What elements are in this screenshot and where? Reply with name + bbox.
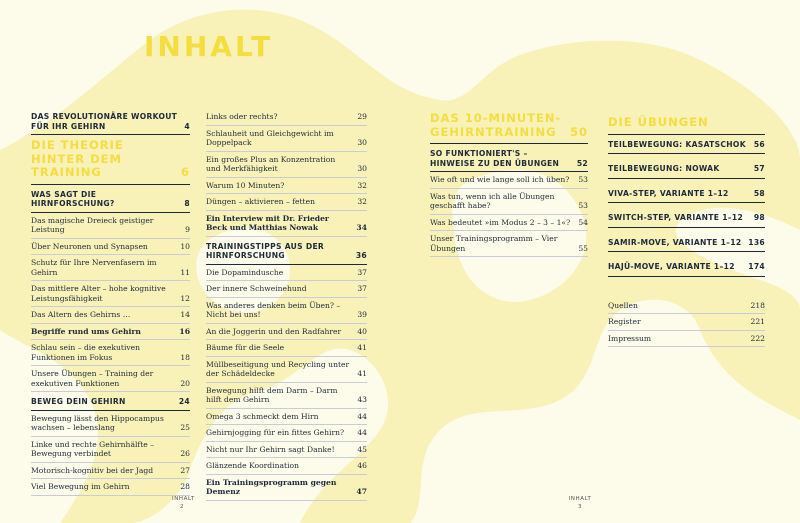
toc-entry-page: 4	[184, 121, 190, 131]
toc-entry-page: 40	[357, 326, 367, 336]
toc-exercise-entry[interactable]	[608, 238, 765, 253]
footer-right	[565, 495, 595, 511]
toc-entry-page: 9	[185, 225, 190, 234]
toc-entry-page: 57	[753, 164, 765, 173]
toc-entry-page: 98	[753, 213, 765, 222]
toc-exercise-entry[interactable]	[608, 262, 765, 277]
toc-entry[interactable]	[430, 192, 588, 215]
toc-entry-title: TRAININGSTIPPS AUS DER HIRNFORSCHUNG	[206, 241, 325, 260]
toc-entry-page: 218	[750, 300, 765, 310]
toc-entry-title: Linke und rechte Gehirnhälfte – Bewegung verbindet	[31, 439, 154, 458]
toc-entry-page: 27	[180, 465, 190, 475]
toc-entry-title: Register	[608, 317, 641, 326]
toc-entry-title: Gehirnjogging für ein fittes Gehirn?	[206, 428, 345, 437]
toc-entry[interactable]	[206, 428, 367, 442]
toc-entry-title: Motorisch-kognitiv bei der Jagd	[31, 465, 154, 475]
toc-entry-title: Links oder rechts?	[206, 112, 278, 121]
toc-entry[interactable]	[206, 386, 367, 409]
toc-appendix-entry[interactable]	[608, 301, 765, 315]
toc-entry-title: Schlau sein – die exekutiven Funktionen im Fokus	[31, 343, 141, 362]
appendix-list	[608, 301, 765, 348]
footer-label: INHALT	[172, 496, 195, 502]
toc-entry-page: 41	[357, 369, 367, 378]
toc-entry-title: Was bedeutet »im Modus 2 – 3 – 1«?	[430, 217, 571, 227]
toc-entry-page: 44	[357, 411, 367, 421]
toc-entry-title: Schlauheit und Gleichgewicht im Doppelpack	[206, 128, 334, 147]
toc-entry-title: Das Altern des Gehirns …	[31, 310, 131, 319]
toc-entry-page: 14	[180, 310, 190, 319]
toc-entry-title: Quellen	[608, 300, 638, 310]
toc-entry-page: 16	[179, 326, 190, 336]
toc-entry-title: BEWEG DEIN GEHIRN	[31, 397, 126, 406]
toc-entry-page: 26	[180, 449, 190, 458]
toc-entry[interactable]	[206, 112, 367, 126]
toc-entry[interactable]	[31, 284, 190, 307]
toc-entry[interactable]	[31, 414, 190, 437]
toc-entry[interactable]	[430, 175, 588, 189]
toc-entry-page: 10	[180, 241, 190, 251]
toc-entry[interactable]	[31, 343, 190, 366]
toc-entry-page: 136	[748, 237, 765, 247]
toc-section-heading[interactable]	[31, 397, 190, 411]
toc-heading-label: DIE ÜBUNGEN	[608, 115, 709, 129]
toc-entry-title: Ein Trainingsprogramm gegen Demenz	[206, 477, 337, 496]
toc-entry-page: 25	[180, 423, 190, 432]
toc-entry-title: Was tun, wenn ich alle Übungen geschafft habe?	[430, 191, 555, 210]
toc-entry-title: DAS 10-MINUTEN-GEHIRNTRAINING	[430, 111, 562, 139]
toc-entry-page: 47	[356, 487, 367, 496]
toc-chapter-heading[interactable]	[31, 139, 190, 185]
toc-entry-page: 39	[357, 310, 367, 319]
toc-section-heading[interactable]	[430, 149, 588, 172]
toc-entry-title: Bewegung lässt den Hippocampus wachsen – lebenslang	[31, 413, 164, 432]
toc-entry-page: 52	[576, 158, 588, 168]
toc-entry[interactable]	[430, 218, 588, 232]
toc-entry[interactable]	[31, 310, 190, 324]
toc-entry-title: Das mittlere Alter – hohe kognitive Leistungsfähigkeit	[31, 284, 166, 303]
toc-entry[interactable]	[206, 445, 367, 459]
toc-entry-page: 20	[180, 378, 190, 388]
footer-page-number: 3	[577, 504, 583, 510]
toc-entry-page: 50	[569, 124, 588, 139]
toc-entry-page: 53	[578, 175, 588, 184]
toc-entry[interactable]	[31, 242, 190, 256]
toc-entry-page: 36	[355, 251, 367, 260]
toc-section-heading[interactable]	[206, 242, 367, 265]
toc-entry[interactable]	[31, 369, 190, 392]
toc-entry-page: 46	[357, 461, 367, 470]
toc-entry-title: TEILBEWEGUNG: NOWAK	[608, 164, 720, 173]
toc-entry-title: SAMIR-MOVE, VARIANTE 1–12	[608, 237, 742, 247]
toc-appendix-entry[interactable]	[608, 334, 765, 348]
toc-entry[interactable]	[31, 440, 190, 463]
toc-entry[interactable]	[206, 412, 367, 426]
toc-exercise-entry[interactable]	[608, 189, 765, 204]
toc-entry-title: Düngen – aktivieren – fetten	[206, 197, 315, 206]
toc-entry-page: 56	[753, 139, 765, 149]
toc-entry-highlight[interactable]	[31, 327, 190, 341]
toc-entry-page: 32	[357, 180, 367, 190]
toc-entry-page: 8	[184, 199, 190, 208]
toc-entry-page: 41	[357, 343, 367, 352]
toc-entry-title: Glänzende Koordination	[206, 461, 299, 470]
toc-entry-page: 18	[180, 352, 190, 362]
toc-entry-title: Wie oft und wie lange soll ich üben?	[430, 175, 570, 184]
toc-entry-page: 28	[180, 482, 190, 491]
toc-entry-page: 30	[357, 138, 367, 147]
toc-entry[interactable]	[31, 482, 190, 496]
toc-entry[interactable]	[206, 360, 367, 383]
toc-exercise-entry[interactable]	[608, 140, 765, 155]
toc-entry-page: 32	[357, 197, 367, 206]
toc-entry-title: SO FUNKTIONIERT'S – HINWEISE ZU DEN ÜBUNGEN	[430, 149, 560, 168]
toc-entry-title: Müllbeseitigung und Recycling unter der Schädeldecke	[206, 359, 350, 378]
toc-entry-page: 44	[357, 428, 367, 437]
toc-entry-title: SWITCH-STEP, VARIANTE 1–12	[608, 213, 744, 222]
toc-chapter-heading[interactable]	[430, 112, 588, 144]
toc-entry-title: Begriffe rund ums Gehirn	[31, 326, 141, 336]
toc-entry-title: TEILBEWEGUNG: KASATSCHOK	[608, 139, 746, 149]
toc-exercise-entry[interactable]	[608, 213, 765, 228]
toc-entry-page: 54	[578, 217, 588, 227]
toc-entry-title: Warum 10 Minuten?	[206, 180, 285, 190]
toc-entry-title: Impressum	[608, 333, 652, 343]
toc-heading-die-uebungen[interactable]	[608, 116, 765, 135]
toc-entry-title: Bäume für die Seele	[206, 343, 285, 352]
toc-entry-title: Über Neuronen und Synapsen	[31, 241, 148, 251]
toc-entry-title: An die Joggerin und den Radfahrer	[206, 326, 342, 336]
toc-entry-page: 30	[357, 164, 367, 173]
toc-entry-page: 58	[753, 188, 765, 198]
toc-entry-title: Unsere Übungen – Training der exekutiven Funktionen	[31, 369, 154, 388]
toc-entry[interactable]	[206, 181, 367, 195]
toc-column-4	[608, 112, 765, 350]
toc-entry[interactable]	[206, 343, 367, 357]
toc-entry-page: 37	[357, 284, 367, 293]
toc-entry-title: DAS REVOLUTIONÄRE WORKOUT FÜR IHR GEHIRN	[31, 112, 178, 131]
toc-entry-page: 222	[750, 333, 765, 343]
toc-entry[interactable]	[206, 155, 367, 178]
footer-label: INHALT	[568, 496, 592, 502]
toc-entry-highlight[interactable]	[206, 478, 367, 501]
page-title: INHALT	[144, 30, 274, 63]
toc-entry-page: 12	[180, 293, 190, 303]
toc-entry[interactable]	[206, 268, 367, 282]
toc-column-3	[430, 112, 588, 260]
toc-entry-page: 43	[357, 395, 367, 404]
toc-column-2	[206, 112, 367, 504]
toc-entry-title: Unser Trainingsprogramm – Vier Übungen	[430, 234, 558, 253]
toc-entry[interactable]	[31, 466, 190, 480]
toc-entry-title: Omega 3 schmeckt dem Hirn	[206, 411, 319, 421]
toc-entry-page: 53	[578, 201, 588, 210]
toc-entry-title: Ein großes Plus an Konzentration und Merkfähigkeit	[206, 154, 336, 173]
toc-entry-page: 11	[180, 267, 190, 277]
toc-entry-page: 174	[748, 262, 765, 271]
toc-entry-title: Bewegung hilft dem Darm – Darm hilft dem Gehirn	[206, 385, 338, 404]
toc-entry-page: 24	[178, 397, 190, 406]
toc-entry-page: 6	[180, 165, 190, 179]
toc-entry[interactable]	[206, 129, 367, 152]
toc-entry-title: Schutz für Ihre Nervenfasern im Gehirn	[31, 258, 157, 277]
toc-entry-page: 55	[578, 243, 588, 253]
toc-entry-title: Die Dopamindusche	[206, 267, 284, 277]
toc-entry-page: 29	[357, 112, 367, 121]
toc-entry-page: 221	[750, 317, 765, 326]
toc-entry-page: 45	[357, 444, 367, 454]
toc-entry-title: Was anderes denken beim Üben? – Nicht bei uns!	[206, 300, 341, 319]
toc-entry[interactable]	[31, 258, 190, 281]
toc-entry-title: Viel Bewegung im Gehirn	[31, 482, 130, 491]
toc-entry-title: Das magische Dreieck geistiger Leistung	[31, 215, 154, 234]
toc-entry-title: VIVA-STEP, VARIANTE 1–12	[608, 188, 729, 198]
toc-column-1	[31, 112, 190, 499]
toc-appendix-entry[interactable]	[608, 317, 765, 331]
toc-entry-title: Nicht nur Ihr Gehirn sagt Danke!	[206, 444, 335, 454]
footer-left	[172, 495, 195, 511]
toc-entry-title: WAS SAGT DIE HIRNFORSCHUNG?	[31, 189, 115, 208]
toc-entry[interactable]	[430, 234, 588, 257]
toc-section-heading[interactable]	[31, 112, 190, 135]
toc-entry-title: Der innere Schweinehund	[206, 284, 307, 293]
toc-entry-page: 37	[357, 267, 367, 277]
toc-entry-title: Ein Interview mit Dr. Frieder Beck und Matthias Nowak	[206, 213, 329, 232]
toc-entry[interactable]	[206, 327, 367, 341]
toc-entry[interactable]	[206, 461, 367, 475]
toc-entry[interactable]	[31, 216, 190, 239]
toc-entry-title: HAJÜ-MOVE, VARIANTE 1–12	[608, 262, 735, 271]
toc-entry[interactable]	[206, 197, 367, 211]
toc-entry[interactable]	[206, 301, 367, 324]
footer-page-number: 2	[179, 504, 185, 510]
exercise-list	[608, 140, 765, 277]
toc-entry[interactable]	[206, 284, 367, 298]
toc-entry-title: DIE THEORIE HINTER DEM TRAINING	[31, 138, 124, 179]
toc-entry-page: 34	[356, 223, 367, 232]
toc-entry-highlight[interactable]	[206, 214, 367, 237]
toc-exercise-entry[interactable]	[608, 164, 765, 179]
toc-section-heading[interactable]	[31, 190, 190, 213]
